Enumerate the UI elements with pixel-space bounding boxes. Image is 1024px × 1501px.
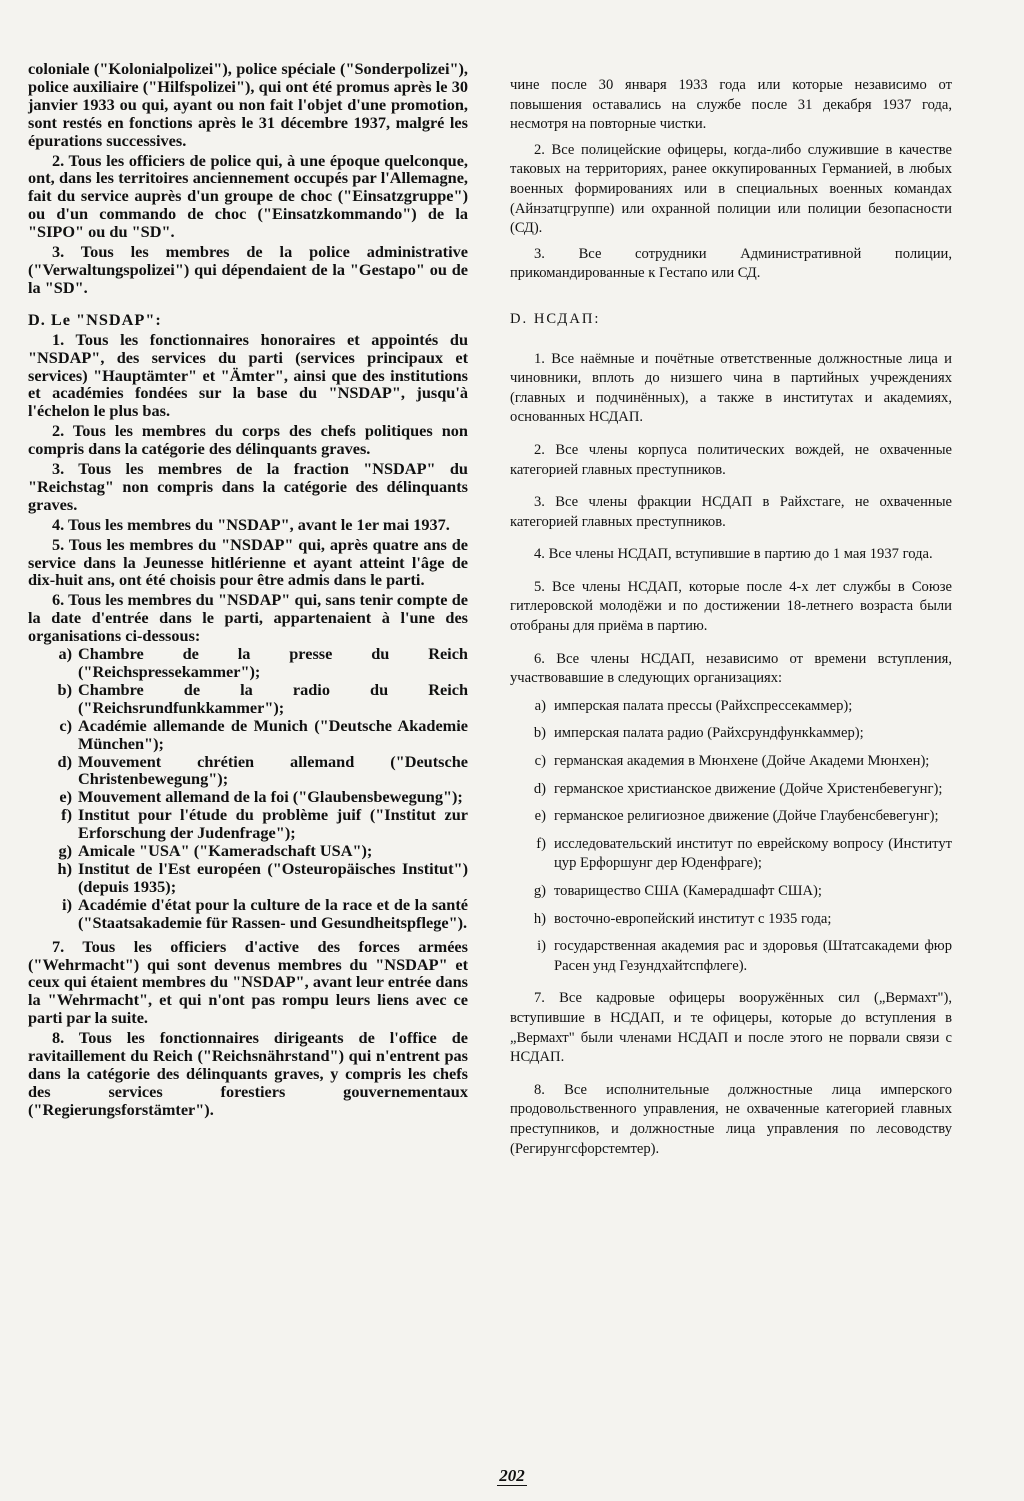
ru-d-item-2: 2. Все члены корпуса политических вождей, не охваченные категорией главных преступников. (510, 441, 952, 478)
fr-d-item-8: 8. Tous les fonctionnaires dirigeants de l'office de ravitaillement du Reich ("Reichsnährstand") qui n'entrent pas dans la catégorie des délinquants graves, y compris les chefs des services forestiers gouvernementaux ("Regierungsforstämter"). (28, 1028, 468, 1119)
fr-d-item-3: 3. Tous les membres de la fraction "NSDAP" du "Reichstag" non compris dans la catégorie des délinquants graves. (28, 459, 468, 514)
ru-d-item-7: 7. Все кадровые офицеры вооружённых сил („Вермахт"), вступившие в НСДАП, и те офицеры, которые до вступления в „Вермахт" были членами НСДАП и после этого не порвали связи с НСДАП. (510, 990, 952, 1066)
page-number: 202 (499, 1466, 525, 1485)
list-item: h) восточно-европейский институт с 1935 года; (533, 910, 832, 927)
ru-intro-paragraph: чине после 30 января 1933 года или которые независимо от повышения оставались на службе после 31 декабря 1937 года, несмотря на повторные чистки. (510, 77, 952, 133)
list-item: d) Mouvement chrétien allemand ("Deutsche Christenbewegung"); (57, 751, 468, 789)
ru-d-item-5: 5. Все члены НСДАП, которые после 4-х лет службы в Союзе гитлеровской молодёжи и по достижении 18-летнего возраста были отобраны для приёма в партию. (510, 578, 952, 635)
fr-d-item-1: 1. Tous les fonctionnaires honoraires et appointés du "NSDAP", des services du parti (services principaux et services) "Hauptämter" et "Ämter", ainsi que des institutions et académies fondées sur la base du "NSDAP", jusqu'à l'échelon le plus bas. (28, 329, 468, 421)
ru-d-item-3: 3. Все члены фракции НСДАП в Райхстаге, не охваченные категорией главных преступников. (510, 494, 952, 530)
list-item: c) Académie allemande de Munich ("Deutsche Akademie München"); (59, 715, 468, 753)
list-item: g) Amicale "USA" ("Kameradschaft USA"); (58, 841, 373, 861)
list-item: h) Institut de l'Est européen ("Osteuropäisches Institut") (depuis 1935); (57, 858, 468, 896)
french-column (28, 60, 468, 1119)
fr-organisations-list (28, 645, 468, 932)
ru-d-item-1: 1. Все наёмные и почётные ответственные должностные лица и чиновники, вплоть до низшего чина в партийных учреждениях (главных и подчинённых), а также в институтах и академиях, основанных НСДАП. (510, 350, 952, 426)
list-item: i) государственная академия рас и здоровья (Штатсакадеми фюр Расен унд Гезундхайтспфлеге). (537, 938, 952, 974)
fr-d-item-5: 5. Tous les membres du "NSDAP" qui, après quatre ans de service dans la Jeunesse hitlérienne et ayant atteint l'âge de dix-huit ans, ont été choisis pour être admis dans le parti. (28, 534, 468, 590)
list-item: f) Institut pour l'étude du problème juif ("Institut zur Erforschung der Judenfrage"); (61, 805, 468, 843)
list-item: i) Académie d'état pour la culture de la race et de la santé ("Staatsakademie für Rassen- und Gesundheitspflege"). (62, 894, 468, 932)
ru-d-item-4: 4. Все члены НСДАП, вступившие в партию до 1 мая 1937 года. (534, 546, 933, 563)
ru-d-item-6: 6. Все члены НСДАП, независимо от времени вступления, участвовавшие в следующих организациях: (510, 650, 952, 687)
list-item: e) Mouvement allemand de la foi ("Glaubensbewegung"); (59, 787, 463, 807)
fr-d-item-7: 7. Tous les officiers d'active des forces armées ("Wehrmacht") qui sont devenus membres du "NSDAP" et ceux qui étaient membres du "NSDAP", avant leur entrée dans la "Wehrmacht", et qui n'ont pas rompu leurs liens avec ce parti par la suite. (28, 936, 468, 1028)
fr-section-d-heading: D. Le "NSDAP": (28, 309, 162, 329)
russian-column (510, 76, 952, 1159)
fr-intro-paragraph: coloniale ("Kolonialpolizei"), police spéciale ("Sonderpolizei"), police auxiliaire ("Hilfspolizei"), qui ont été promus après le 30 janvier 1933 ou qui, ayant ou non fait l'objet d'une promotion, sont restés en fonctions après le 31 décembre 1937, malgré les épurations successives. (28, 59, 468, 150)
ru-organisations-list (510, 697, 952, 977)
list-item: e) германское религиозное движение (Дойче Глаубенсбевегунг); (534, 808, 939, 825)
list-item: a) Chambre de la presse du Reich ("Reichspressekammer"); (58, 644, 468, 681)
fr-c-item-3: 3. Tous les membres de la police administrative ("Verwaltungspolizei") qui dépendaient de la "Gestapo" ou de la "SD". (28, 242, 468, 297)
ru-d-item-8: 8. Все исполнительные должностные лица имперского продовольственного управления, не охваченные категорией главных преступников, и должностные лица управления по лесоводству (Регирунгсфорстемтер). (510, 1081, 952, 1157)
list-item: d) германское христианское движение (Дойче Христенбевегунг); (533, 780, 943, 797)
fr-c-item-2: 2. Tous les officiers de police qui, à une époque quelconque, ont, dans les territoires anciennement occupés par l'Allemagne, fait du service auprès d'un groupe de choc ("Einsatzgruppe") ou d'un commando de choc ("Einsatzkommando") de la "SIPO" ou du "SD". (28, 150, 468, 242)
fr-d-item-4: 4. Tous les membres du "NSDAP", avant le 1er mai 1937. (52, 514, 450, 534)
list-item: a) имперская палата прессы (Райхспрессекаммер); (534, 697, 853, 714)
list-item: c) германская академия в Мюнхене (Дойче Академи Мюнхен); (534, 753, 930, 770)
ru-c-item-2: 2. Все полицейские офицеры, когда-либо служившие в качестве таковых на территориях, ранее оккупированных Германией, в любых военных формированиях или в специальных военных командах (Айнзатцгруппе) или охранной полиции или полиции безопасности (СД). (510, 141, 952, 237)
list-item: b) Chambre de la radio du Reich ("Reichsrundfunkkammer"); (57, 679, 468, 717)
fr-d-item-6: 6. Tous les membres du "NSDAP" qui, sans tenir compte de la date d'entrée dans le parti, appartenaient à l'une des organisations ci-dessous: (28, 590, 468, 646)
fr-d-item-2: 2. Tous les membres du corps des chefs politiques non compris dans la catégorie des délinquants graves. (28, 421, 468, 459)
ru-c-item-3: 3. Все сотрудники Административной полиции, прикомандированные к Гестапо или СД. (510, 245, 952, 282)
list-item: f) исследовательский институт по еврейскому вопросу (Институт цур Ерфоршунг дер Юденфраге); (536, 835, 952, 872)
list-item: g) товарищество США (Камерадшафт США); (533, 883, 822, 899)
list-item: b) имперская палата радио (Райхсрундфункkаммер); (533, 725, 864, 742)
ru-section-d-heading: D. НСДАП: (510, 310, 601, 327)
